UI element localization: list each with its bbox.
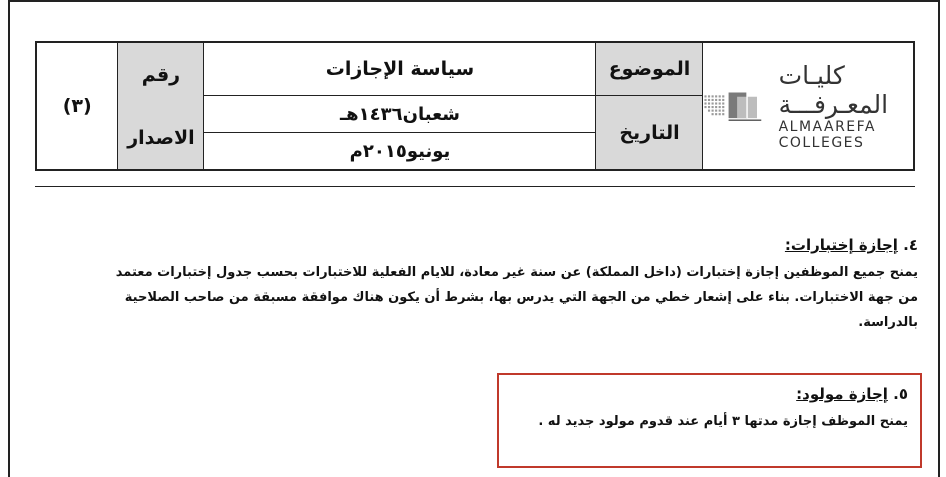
section-4-line: يمنح جميع الموظفين إجازة إختبارات (داخل المملكة) عن سنة غير معادة، للايام الفعلية للاختبارات بحسب جدول إختبارات معتمد: [115, 265, 918, 280]
subject-label: الموضوع: [596, 43, 702, 95]
section-exam-leave: [30, 236, 918, 335]
issue-label: [118, 43, 204, 169]
college-logo: [703, 43, 913, 169]
subject-date-block: [204, 43, 703, 169]
logo-mark-icon: [703, 83, 764, 129]
logo-text: [779, 61, 913, 151]
date-label: التاريخ: [619, 121, 680, 144]
section-5-text: يمنح الموظف إجازة مدتها ٣ أيام عند قدوم مولود جديد له .: [538, 414, 908, 429]
section-5-number: ٥.: [893, 385, 908, 403]
section-4-number: ٤.: [903, 236, 918, 254]
section-5-title: إجازة مولود:: [796, 385, 888, 403]
date-gregorian: يونيو٢٠١٥م: [349, 140, 451, 162]
logo-arabic: كليـات المعـرفـــة: [778, 61, 889, 119]
issue-label-bottom: الاصدار: [127, 126, 195, 149]
date-hijri: شعبان١٤٣٦هـ: [204, 96, 595, 133]
header-divider: [35, 186, 915, 187]
date-row: [204, 95, 702, 169]
issue-number: (٣): [37, 43, 118, 169]
section-5-heading: [507, 385, 908, 403]
section-birth-leave-highlight: [497, 373, 922, 468]
section-4-heading: [30, 236, 918, 254]
date-label-cell: [596, 96, 702, 169]
section-4-line: بالدراسة.: [858, 315, 918, 330]
section-4-line: من جهة الاختبارات. بناء على إشعار خطي من الجهة التي يدرس بها، بشرط أن يكون هناك موافقة مسبقة من صاحب الصلاحية: [124, 290, 918, 305]
subject-value: سياسة الإجازات: [204, 43, 596, 95]
section-4-title: إجازة إختبارات:: [784, 236, 898, 254]
date-values: [204, 96, 596, 169]
logo-english: ALMAAREFA COLLEGES: [778, 119, 876, 151]
subject-row: [204, 43, 702, 95]
section-4-text: [30, 260, 918, 335]
document-header-table: [35, 41, 915, 171]
issue-label-top: رقم: [141, 63, 181, 86]
